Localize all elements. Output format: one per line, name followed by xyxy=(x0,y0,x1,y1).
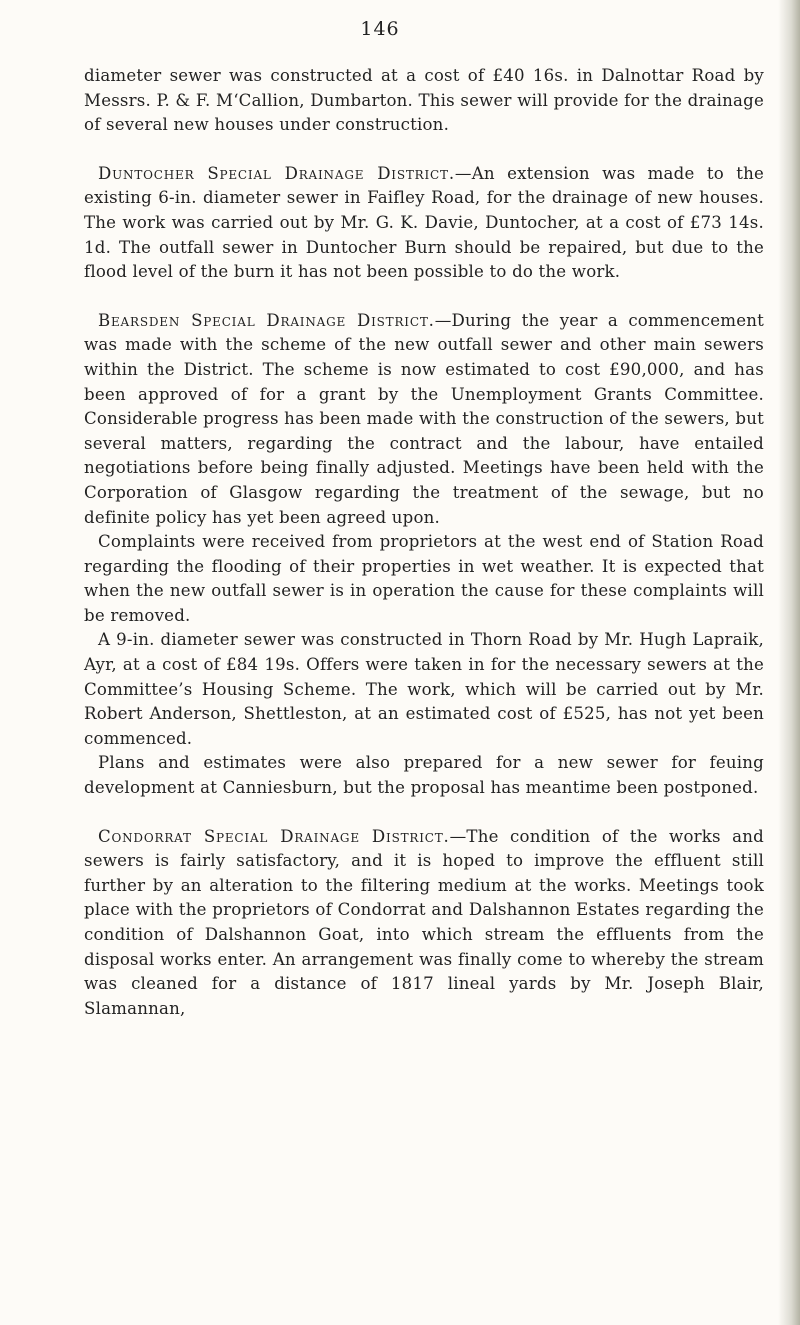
paragraph-text: A 9-in. diameter sewer was constructed in Thorn Road by Mr. Hugh Lapraik, Ayr, at a cost of £84 19s. Offers were taken in for the necessary sewers at the Committee’s Housing Scheme. The work, which will be carried out by Mr. Robert Anderson, Shettleston, at an estimated cost of £525, has not yet been commenced. xyxy=(84,630,764,748)
paragraph-text: diameter sewer was constructed at a cost of £40 16s. in Dalnottar Road by Messrs. P. & F. M‘Callion, Dumbarton. This sewer will provide for the drainage of several new houses under construction. xyxy=(84,66,764,135)
paragraph-bearsden xyxy=(84,309,764,530)
section-heading-condorrat: Condorrat Special Drainage District. xyxy=(98,826,450,846)
paragraph-text: —During the year a commencement was made with the scheme of the new outfall sewer and other main sewers within the District. The scheme is now estimated to cost £90,000, and has been approved of for a grant by the Unemployment Grants Committee. Considerable progress has been made with the construction of the sewers, but several matters, regarding the contract and the labour, have entailed negotiations before being finally adjusted. Meetings have been held with the Corporation of Glasgow regarding the treatment of the sewage, but no definite policy has yet been agreed upon. xyxy=(84,310,764,527)
paragraph-duntocher xyxy=(84,162,764,285)
paragraph-canniesburn xyxy=(84,751,764,800)
paragraph-gap xyxy=(84,138,764,162)
section-heading-duntocher: Duntocher Special Drainage District. xyxy=(98,163,455,183)
page-body xyxy=(84,64,764,1021)
paragraph-text: —The condition of the works and sewers is fairly satisfactory, and it is hoped to improve the effluent still further by an alteration to the filtering medium at the works. Meetings took place with the proprietors of Condorrat and Dalshannon Estates regarding the condition of Dalshannon Goat, into which stream the effluents from the disposal works enter. An arrangement was finally come to whereby the stream was cleaned for a distance of 1817 lineal yards by Mr. Joseph Blair, Slamannan, xyxy=(84,826,764,1018)
page-edge-shadow xyxy=(778,0,800,1325)
paragraph-dalnottar-continuation xyxy=(84,64,764,138)
paragraph-condorrat xyxy=(84,825,764,1022)
paragraph-text: —An extension was made to the existing 6-in. diameter sewer in Faifley Road, for the drainage of new houses. The work was carried out by Mr. G. K. Davie, Duntocher, at a cost of £73 14s. 1d. The outfall sewer in Duntocher Burn should be repaired, but due to the flood level of the burn it has not been possible to do the work. xyxy=(84,163,764,282)
paragraph-gap xyxy=(84,285,764,309)
section-heading-bearsden: Bearsden Special Drainage District. xyxy=(98,310,435,330)
paragraph-text: Complaints were received from proprietors at the west end of Station Road regarding the flooding of their properties in wet weather. It is expected that when the new outfall sewer is in operation the cause for these complaints will be removed. xyxy=(84,532,764,625)
page-number: 146 xyxy=(360,18,400,40)
paragraph-text: Plans and estimates were also prepared for a new sewer for feuing development at Canniesburn, but the proposal has meantime been postponed. xyxy=(84,753,764,798)
paragraph-gap xyxy=(84,801,764,825)
paragraph-station-road xyxy=(84,530,764,628)
paragraph-thorn-road xyxy=(84,628,764,751)
